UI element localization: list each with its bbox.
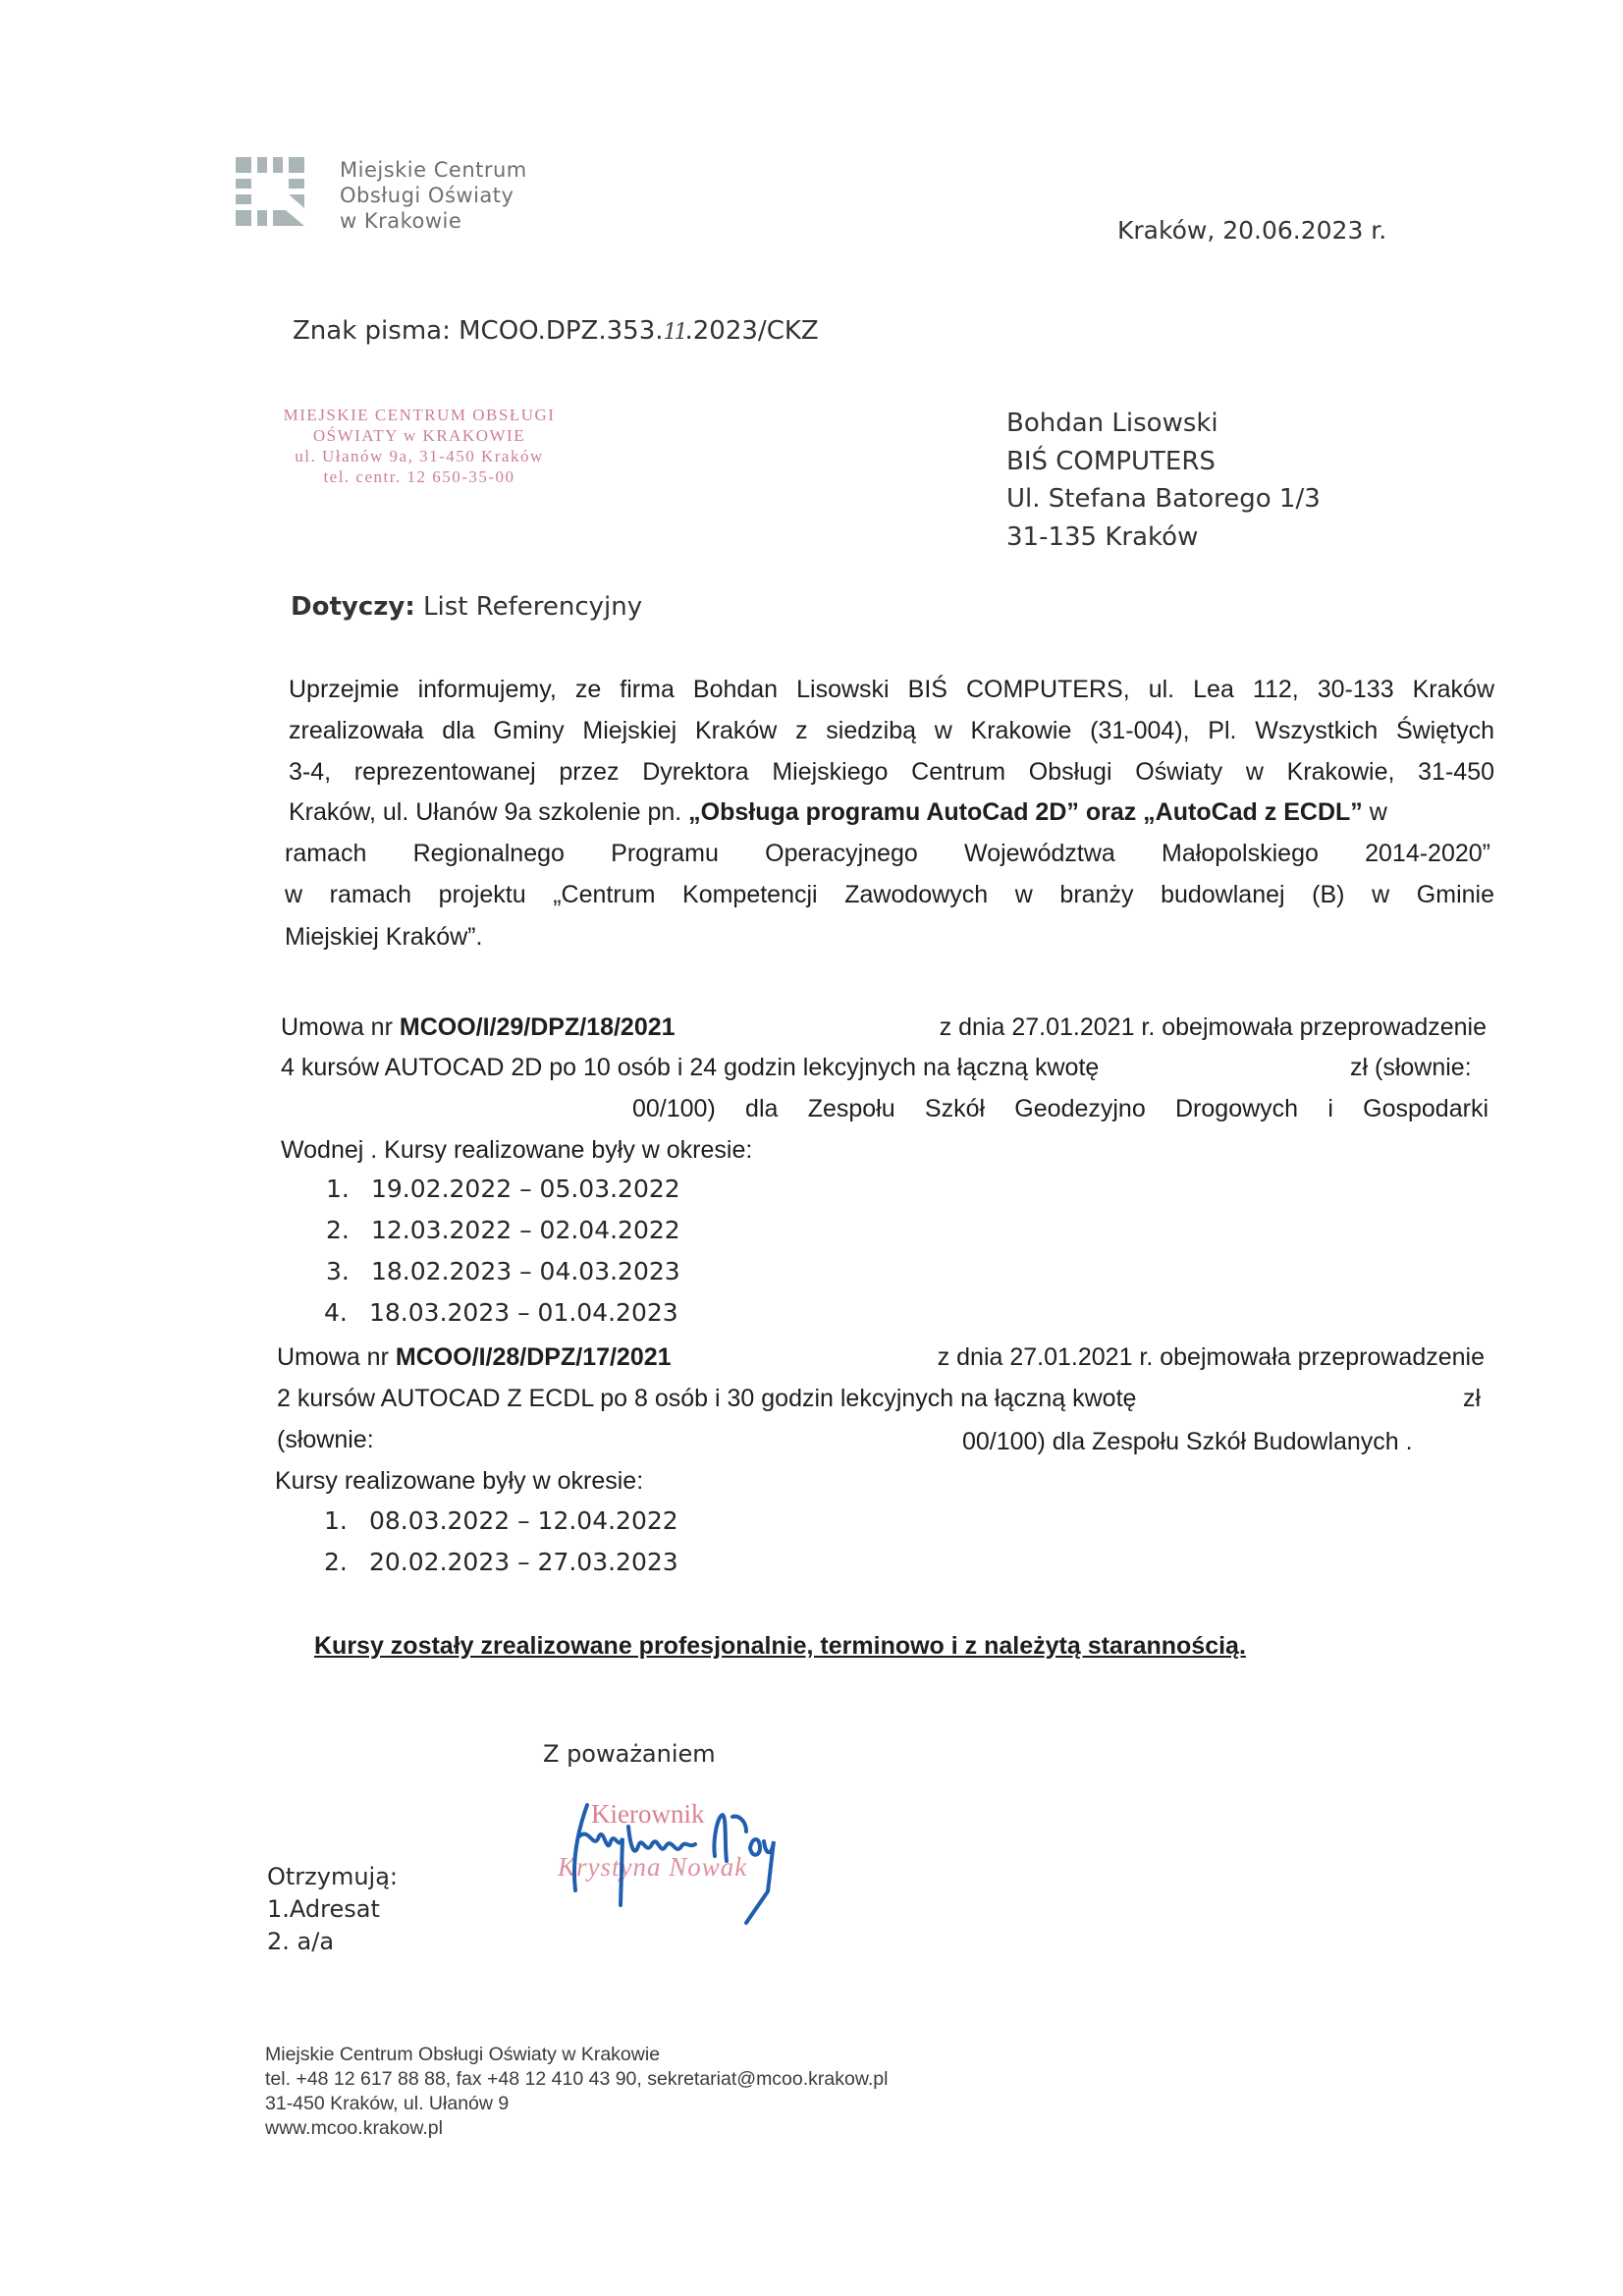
recipients-label: Otrzymują: [267, 1863, 399, 1890]
signature-stamp-title: Kierownik [591, 1799, 705, 1829]
stamp-line: MIEJSKIE CENTRUM OBSŁUGI [283, 406, 556, 424]
contract-line: Wodnej . Kursy realizowane były w okresie: [281, 1136, 753, 1164]
text-span: w [1362, 798, 1387, 826]
contract-line: 00/100) dla Zespołu Szkół Geodezyjno Drogowych i Gospodarki [632, 1095, 1488, 1122]
contract-line: 2 kursów AUTOCAD Z ECDL po 8 osób i 30 godzin lekcyjnych na łączną kwotę [277, 1385, 1137, 1412]
contract-line: zł (słownie: [1350, 1054, 1472, 1081]
subject-value: List Referencyjny [414, 592, 643, 622]
handwritten-signature-icon [550, 1797, 805, 1925]
footer-website: www.mcoo.krakow.pl [265, 2117, 443, 2139]
recipient-name: Bohdan Lisowski [1006, 409, 1218, 438]
recipients-list [267, 1861, 398, 1958]
list-item [324, 1298, 678, 1327]
recipient-company: BIŚ COMPUTERS [1006, 446, 1216, 476]
letter-date: Kraków, 20.06.2023 r. [1117, 216, 1387, 245]
list-number: 2. [324, 1548, 348, 1576]
paragraph-line: zrealizowała dla Gminy Miejskiej Kraków z siedzibą w Krakowie (31-004), Pl. Wszystkich Świętych [289, 717, 1494, 744]
stamp-line: ul. Ułanów 9a, 31-450 Kraków [295, 447, 544, 465]
contract-line: Kursy realizowane były w okresie: [275, 1467, 644, 1495]
list-number: 1. [326, 1175, 350, 1203]
text-span: Umowa nr [277, 1343, 396, 1371]
org-name-line: Miejskie Centrum [340, 158, 527, 182]
signature-stamp-name: Krystyna Nowak [558, 1852, 748, 1882]
text-span: Kraków, ul. Ułanów 9a szkolenie pn. [289, 798, 689, 826]
footer-org-name: Miejskie Centrum Obsługi Oświaty w Krakowie [265, 2044, 661, 2065]
list-item [326, 1175, 680, 1203]
paragraph-line [289, 798, 1494, 827]
footer-contact: tel. +48 12 617 88 88, fax +48 12 410 43 90, sekretariat@mcoo.krakow.pl [265, 2068, 889, 2090]
list-number: 4. [324, 1298, 348, 1327]
contract-line [281, 1013, 1487, 1042]
list-item [324, 1506, 678, 1535]
paragraph-line: 3-4, reprezentowanej przez Dyrektora Miejskiego Centrum Obsługi Oświaty w Krakowie, 31-450 [289, 758, 1494, 786]
contract-number: MCOO/I/28/DPZ/17/2021 [395, 1343, 672, 1371]
paragraph-line: ramach Regionalnego Programu Operacyjnego Województwa Małopolskiego 2014-2020” [285, 840, 1490, 867]
date-range: 08.03.2022 – 12.04.2022 [369, 1506, 678, 1535]
recipient-item: 1.Adresat [267, 1895, 380, 1923]
text-span: z dnia 27.01.2021 r. obejmowała przeprowadzenie [937, 1343, 1485, 1371]
list-number: 2. [326, 1216, 350, 1244]
contract-line [277, 1343, 1485, 1372]
subject-line [291, 592, 642, 622]
date-range: 20.02.2023 – 27.03.2023 [369, 1548, 678, 1576]
contract-line: (słownie: [277, 1426, 374, 1453]
handwritten-number: 11 [663, 320, 685, 345]
paragraph-line: Uprzejmie informujemy, ze firma Bohdan Lisowski BIŚ COMPUTERS, ul. Lea 112, 30-133 Kraków [289, 676, 1494, 703]
regards: Z poważaniem [543, 1740, 716, 1768]
date-range: 19.02.2022 – 05.03.2022 [371, 1175, 680, 1203]
footer-address: 31-450 Kraków, ul. Ułanów 9 [265, 2093, 510, 2114]
date-range: 18.03.2023 – 01.04.2023 [369, 1298, 678, 1327]
stamp-line: OŚWIATY w KRAKOWIE [312, 426, 526, 445]
reference-label: Znak pisma: MCOO.DPZ.353. [293, 316, 664, 346]
closing-statement: Kursy zostały zrealizowane profesjonalnie, terminowo i z należytą starannością. [314, 1632, 1246, 1660]
contract-line: zł [1463, 1385, 1482, 1412]
reference-number [293, 316, 819, 346]
list-item [326, 1257, 680, 1285]
recipient-city: 31-135 Kraków [1006, 521, 1199, 552]
mcoo-grid-logo-icon [236, 157, 314, 234]
paragraph-line: Miejskiej Kraków”. [285, 923, 483, 951]
contract-line: 00/100) dla Zespołu Szkół Budowlanych . [962, 1428, 1413, 1455]
list-number: 1. [324, 1506, 348, 1535]
list-number: 3. [326, 1257, 350, 1285]
organization-name [340, 157, 527, 234]
contract-number: MCOO/I/29/DPZ/18/2021 [399, 1013, 676, 1041]
letter-footer [265, 2043, 888, 2141]
course-names: „Obsługa programu AutoCad 2D” oraz „AutoCad z ECDL” [688, 798, 1363, 826]
org-name-line: w Krakowie [340, 209, 462, 233]
reference-suffix: .2023/CKZ [684, 316, 819, 346]
list-item [324, 1548, 678, 1576]
text-span: z dnia 27.01.2021 r. obejmowała przeprowadzenie [939, 1013, 1487, 1041]
date-range: 12.03.2022 – 02.04.2022 [371, 1216, 680, 1244]
recipient-item: 2. a/a [267, 1928, 335, 1955]
subject-label: Dotyczy: [291, 592, 415, 622]
recipient-address [1006, 405, 1321, 556]
organization-stamp [257, 405, 581, 487]
org-name-line: Obsługi Oświaty [340, 184, 514, 207]
recipient-street: Ul. Stefana Batorego 1/3 [1006, 484, 1321, 514]
list-item [326, 1216, 680, 1244]
contract-line: 4 kursów AUTOCAD 2D po 10 osób i 24 godzin lekcyjnych na łączną kwotę [281, 1054, 1100, 1081]
text-span: Umowa nr [281, 1013, 400, 1041]
stamp-line: tel. centr. 12 650-35-00 [323, 467, 515, 486]
date-range: 18.02.2023 – 04.03.2023 [371, 1257, 680, 1285]
paragraph-line: w ramach projektu „Centrum Kompetencji Zawodowych w branży budowlanej (B) w Gminie [285, 881, 1494, 908]
